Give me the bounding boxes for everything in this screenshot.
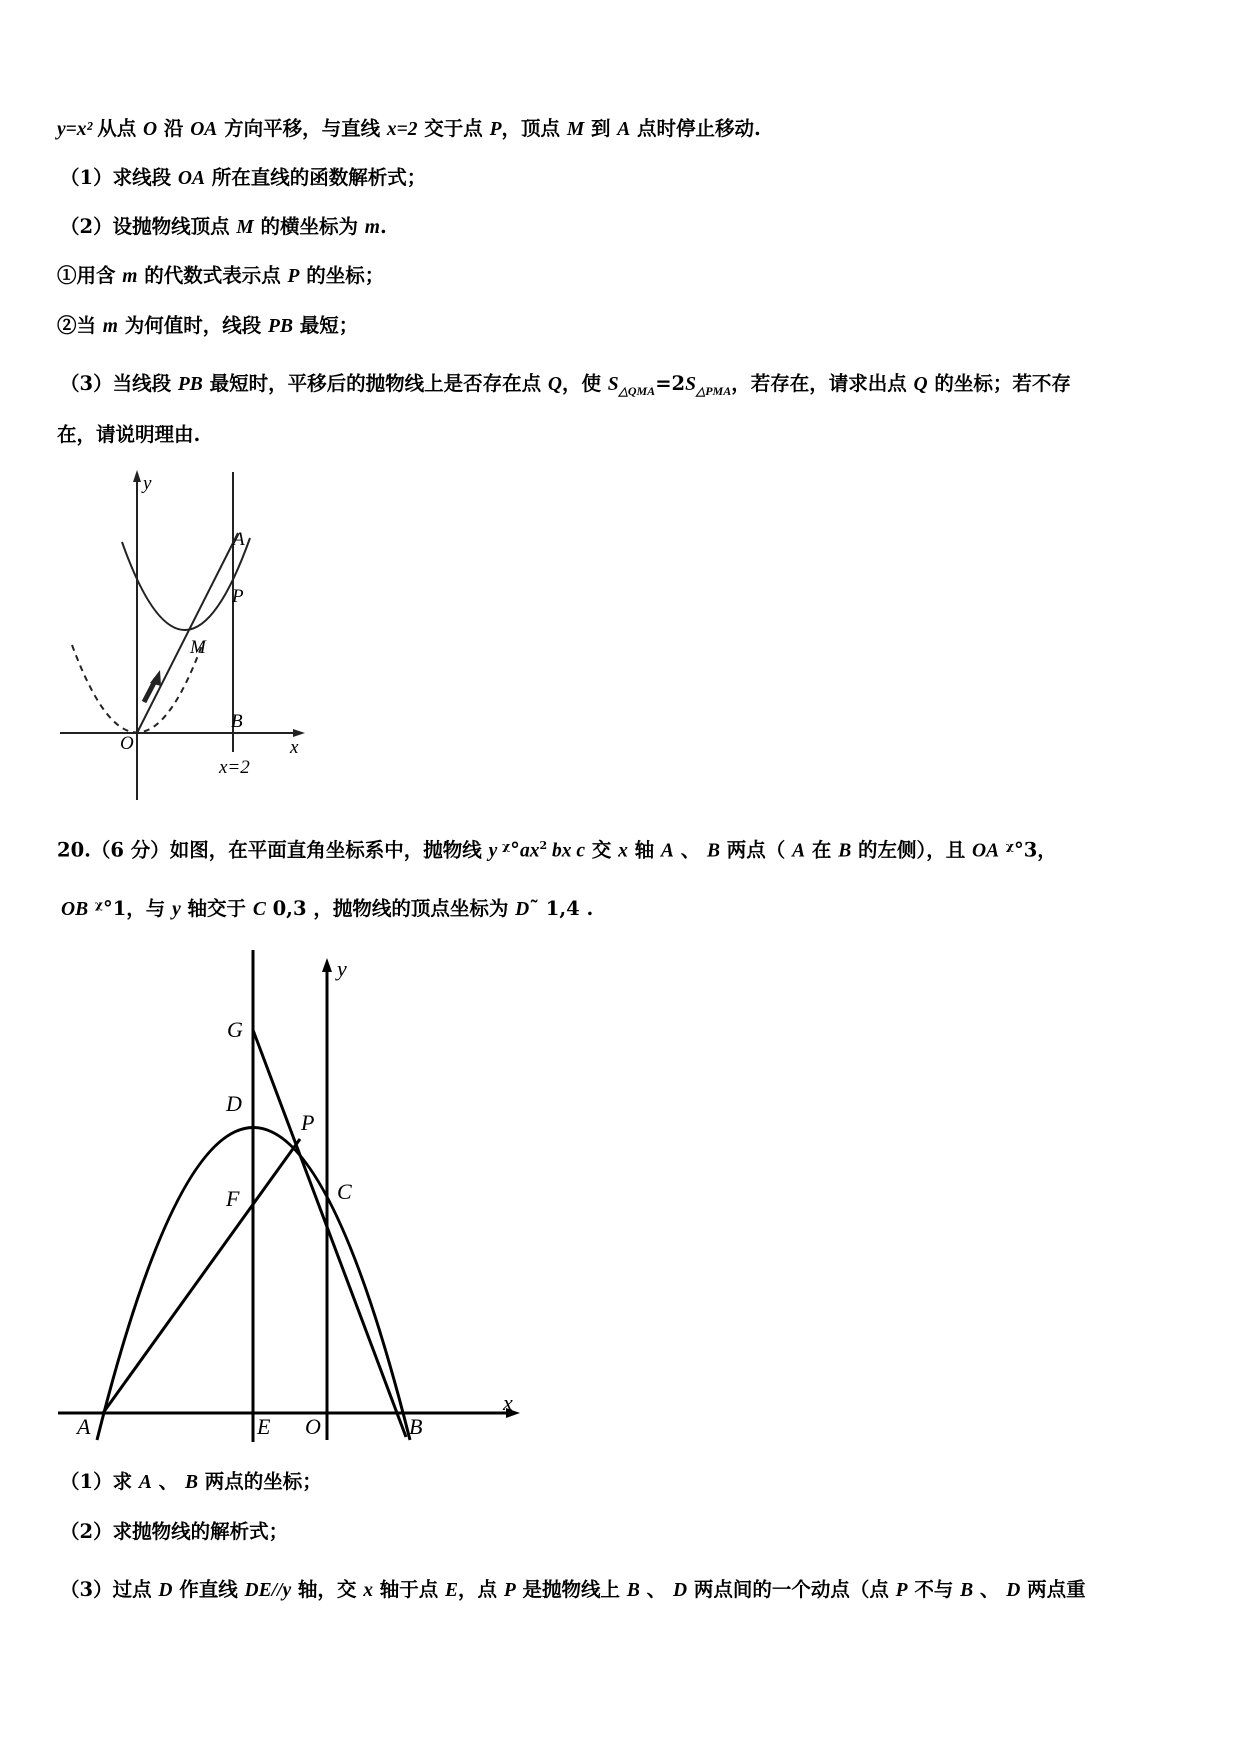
fig1-direction-arrow-icon [144,670,161,702]
fig2-label-G: G [227,1017,243,1042]
q19-line-5: ②当 m 为何值时，线段 PB 最短； [57,314,359,337]
fig2-label-O: O [305,1414,321,1439]
q19-line-2: （1）求线段 OA 所在直线的函数解析式； [60,166,427,189]
fig2-label-y: y [337,956,347,981]
fig1-line-OA [137,533,238,733]
fig1-label-B: B [231,711,243,732]
fig1-parabola-moved [122,538,250,630]
q20-line-1: 20.（6 分）如图，在平面直角坐标系中，抛物线 y $ᵡ^\circ ax^2$ bx c 交 x 轴 A 、 B 两点（ A 在 B 的左侧），且 OA ᵡ°3， [57,838,1057,862]
fig1-label-A: A [233,529,245,550]
q20-line-2: OB ᵡ°1，与 y 轴交于 C 0,3 ，抛物线的顶点坐标为 D˜ 1,4 . [61,897,594,920]
q19-line-7: 在，请说明理由. [57,423,201,446]
q20-sub-1: （1）求 A 、 B 两点的坐标； [60,1470,322,1493]
fig2-label-D: D [226,1091,242,1116]
fig2-arrow-up-icon [322,958,332,972]
fig2-label-P: P [301,1110,315,1135]
fig1-label-x2: x=2 [219,757,250,778]
q19-line-4: ①用含 m 的代数式表示点 P 的坐标； [57,264,385,287]
fig1-label-O: O [120,733,134,754]
fig1-label-P: P [232,586,244,607]
fig2-label-C: C [337,1179,352,1204]
fig1-arrow-up-icon [133,470,141,482]
fig2-label-A: A [77,1414,91,1439]
fig1-label-y: y [143,473,152,494]
fig2-label-E: E [257,1414,271,1439]
q19-line-3: （2）设抛物线顶点 M 的横坐标为 m. [60,215,387,238]
fig1-label-x: x [290,737,299,758]
fig1-arrow-right-icon [293,729,305,737]
q19-figure [55,470,315,810]
q19-line-1: y=x² 从点 O 沿 OA 方向平移，与直线 x=2 交于点 P，顶点 M 到 A 点时停止移动. [57,117,761,140]
fig2-line-GB [253,1030,406,1437]
q20-figure [50,940,530,1450]
fig2-line-AP [103,1139,300,1413]
q20-sub-3: （3）过点 D 作直线 DE//y 轴，交 x 轴于点 E，点 P 是抛物线上 B 、 D 两点间的一个动点（点 P 不与 B 、 D 两点重 [60,1578,1086,1601]
fig2-label-x: x [503,1390,513,1415]
q20-sub-2: （2）求抛物线的解析式； [60,1520,289,1543]
fig1-label-M: M [190,637,206,658]
fig2-label-F: F [226,1186,240,1211]
fig2-label-B: B [409,1414,423,1439]
q19-line-6: （3）当线段 PB 最短时，平移后的抛物线上是否存在点 Q，使 $S_{\triangle QMA}=2S_{\triangle PMA}$，若存在，请求出点 Q 的坐标；若不存 [60,372,1071,398]
